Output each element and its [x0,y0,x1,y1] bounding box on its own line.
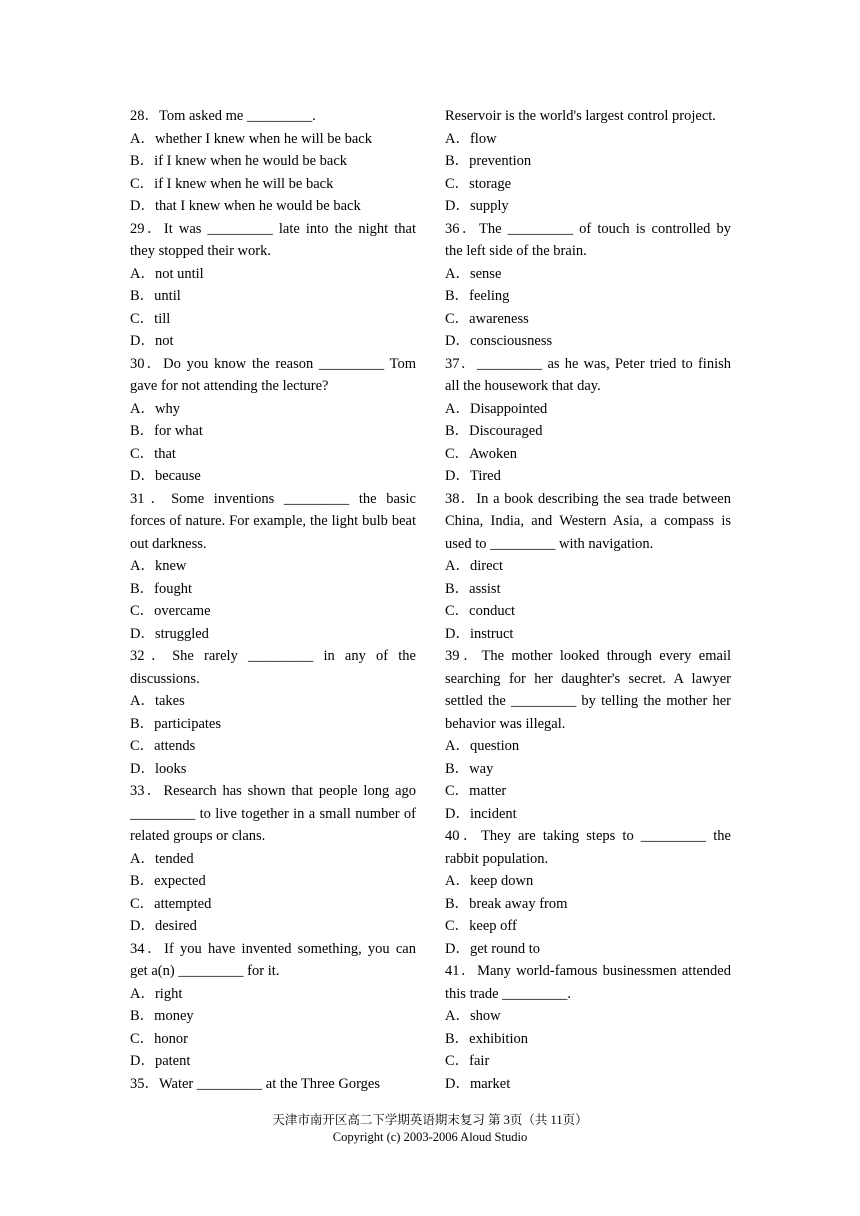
question-text: Reservoir is the world's largest control project. [445,108,716,124]
answer-option: A．Disappointed [445,400,548,417]
answer-option: C．honor [130,1030,188,1047]
answer-option: A．show [445,1008,501,1024]
footer-page-info: 天津市南开区高二下学期英语期末复习 第 3页（共 11页） [272,1113,588,1127]
answer-option: A．takes [130,693,185,709]
answer-option: A．why [130,400,180,417]
answer-option: D．not [130,333,174,349]
answer-option: C．if I knew when he will be back [130,175,334,192]
question-text: 36．The _________ of touch is controlled by the left side of the brain. [445,220,731,259]
answer-option: B．way [445,760,494,777]
answer-option: B．fought [130,580,193,597]
answer-option: C．matter [445,783,507,799]
answer-option: C．awareness [445,310,529,327]
answer-option: D．that I knew when he would be back [130,198,361,214]
answer-option: B．prevention [445,153,532,169]
answer-option: B．break away from [445,895,568,912]
right-column [445,105,731,1095]
answer-option: C．overcame [130,603,211,619]
answer-option: D．Tired [445,468,501,484]
answer-option: A．whether I knew when he will be back [130,130,372,147]
answer-option: D．get round to [445,940,541,957]
answer-option: B．until [130,288,181,304]
question-text: 28．Tom asked me _________. [130,108,316,124]
answer-option: A．question [445,738,520,754]
page-footer [0,1112,860,1146]
question-text: 40．They are taking steps to _________ the rabbit population. [445,828,731,867]
question-text: 29．It was _________ late into the night that they stopped their work. [130,220,416,259]
answer-option: A．direct [445,558,503,574]
footer-copyright: Copyright (c) 2003-2006 Aloud Studio [332,1130,528,1144]
answer-option: D．market [445,1075,511,1092]
answer-option: D．struggled [130,625,209,642]
answer-option: D．because [130,468,201,484]
answer-option: A．knew [130,558,187,574]
answer-option: C．keep off [445,918,517,934]
question-text: 31．Some inventions _________ the basic forces of nature. For example, the light bulb beat out darkness. [130,490,416,552]
answer-option: D．patent [130,1053,191,1069]
answer-option: C．Awoken [445,445,517,462]
question-text: 35．Water _________ at the Three Gorges [130,1075,380,1092]
answer-option: A．sense [445,265,502,282]
question-text: 33．Research has shown that people long ago _________ to live together in a small number of related groups or clans. [130,783,416,844]
question-text: 38．In a book describing the sea trade between China, India, and Western Asia, a compass is used to _________ with navigation. [445,490,731,552]
answer-option: A．tended [130,850,194,867]
answer-option: D．supply [445,198,509,214]
question-text: 34．If you have invented something, you can get a(n) _________ for it. [130,940,416,979]
answer-option: C．attempted [130,895,212,912]
answer-option: C．storage [445,175,512,192]
answer-option: B．for what [130,423,203,439]
answer-option: B．participates [130,715,222,732]
answer-option: B．money [130,1008,194,1024]
answer-option: C．fair [445,1053,490,1069]
question-text: 41．Many world-famous businessmen attended this trade _________. [445,963,731,1002]
answer-option: D．looks [130,760,187,777]
answer-option: D．incident [445,805,517,822]
answer-option: B．assist [445,580,501,597]
answer-option: B．if I knew when he would be back [130,153,348,169]
left-column [130,105,416,1095]
answer-option: C．attends [130,738,196,754]
answer-option: B．expected [130,873,206,889]
question-text: 32．She rarely _________ in any of the discussions. [130,648,416,687]
answer-option: C．conduct [445,603,516,619]
answer-option: A．not until [130,265,204,282]
answer-option: A．keep down [445,873,534,889]
answer-option: B．exhibition [445,1030,528,1047]
answer-option: A．right [130,985,183,1002]
question-text: 37．_________ as he was, Peter tried to finish all the housework that day. [445,355,731,394]
question-text: 30．Do you know the reason _________ Tom gave for not attending the lecture? [130,355,416,394]
question-text: 39．The mother looked through every email searching for her daughter's secret. A lawyer settled the _________ by telling the mother her behavior was illegal. [445,648,731,732]
answer-option: D．consciousness [445,333,553,349]
answer-option: B．Discouraged [445,423,543,439]
answer-option: D．instruct [445,625,514,642]
answer-option: C．till [130,310,171,327]
answer-option: D．desired [130,918,197,934]
answer-option: C．that [130,445,176,462]
answer-option: A．flow [445,130,497,147]
answer-option: B．feeling [445,288,510,304]
